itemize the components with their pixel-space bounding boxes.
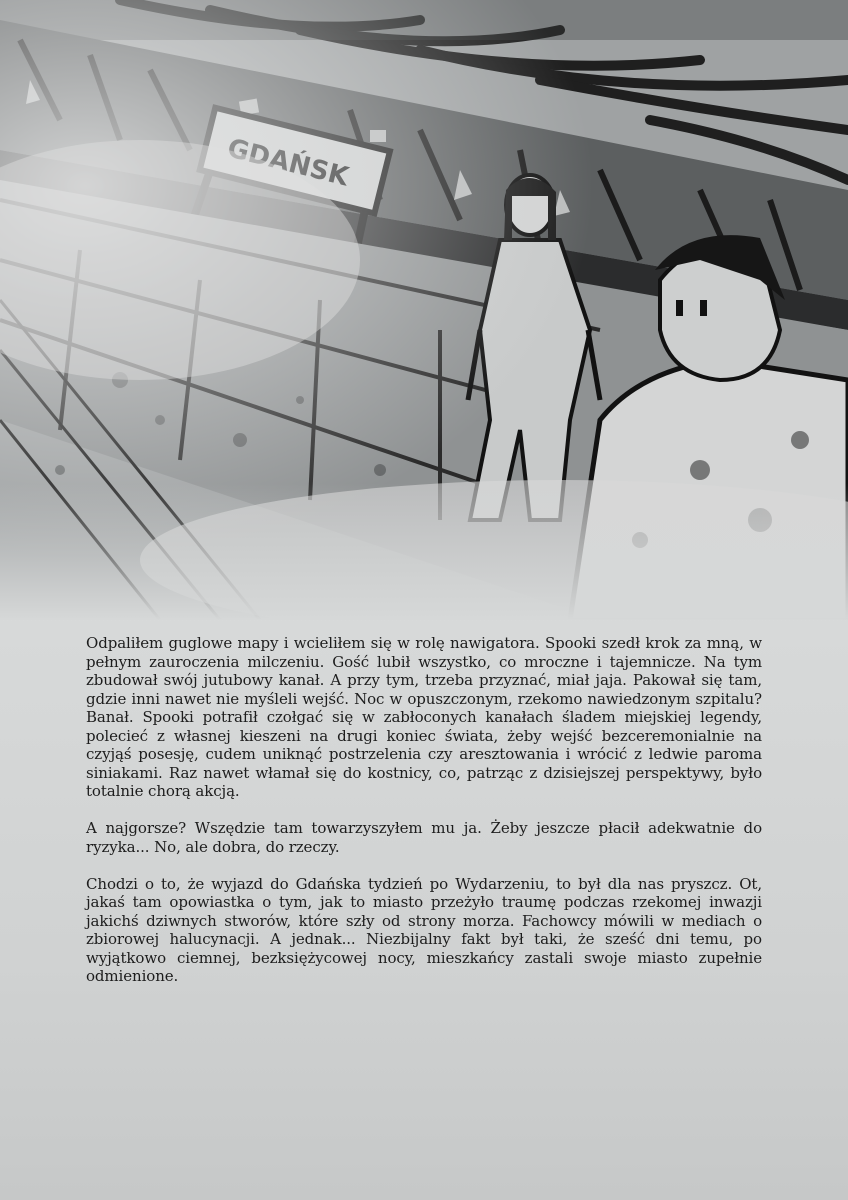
story-paragraph-2: A najgorsze? Wszędzie tam towarzyszyłem mu ja. Żeby jeszcze płacił adekwatnie do ryzyka... No, ale dobra, do rzeczy. <box>86 819 762 856</box>
story-paragraph-3: Chodzi o to, że wyjazd do Gdańska tydzień po Wydarzeniu, to był dla nas pryszcz. Ot, jakaś tam opowiastka o tym, jak to miasto przeżyło traumę podczas rzekomej inwazji jakichś dziwnych stworów, które szły od strony morza. Fachowcy mówili w mediach o zbiorowej halucynacji. A jednak... Niezbijalny fakt był taki, że sześć dni temu, po wyjątkowo ciemnej, bezksiężycowej nocy, mieszkańcy zastali swoje miasto zupełnie odmienione. <box>86 874 762 985</box>
story-text <box>86 634 762 1004</box>
story-paragraph-1: Odpaliłem guglowe mapy i wcieliłem się w rolę nawigatora. Spooki szedł krok za mną, w pełnym zauroczenia milczeniu. Gość lubił wszystko, co mroczne i tajemnicze. Na tym zbudował swój jutubowy kanał. A przy tym, trzeba przyznać, miał jaja. Pakował się tam, gdzie inni nawet nie myśleli wejść. Noc w opuszczonym, rzekomo nawiedzonym szpitalu? Banał. Spooki potrafił czołgać się w zabłoconych kanałach śladem miejskiej legendy, polecieć z własnej kieszeni na drugi koniec świata, żeby wejść bezceremonialnie na czyjąś posesję, cudem uniknąć postrzelenia czy aresztowania i wrócić z ledwie paroma siniakami. Raz nawet włamał się do kostnicy, co, patrząc z dzisiejszej perspektywy, było totalnie chorą akcją. <box>86 634 762 800</box>
